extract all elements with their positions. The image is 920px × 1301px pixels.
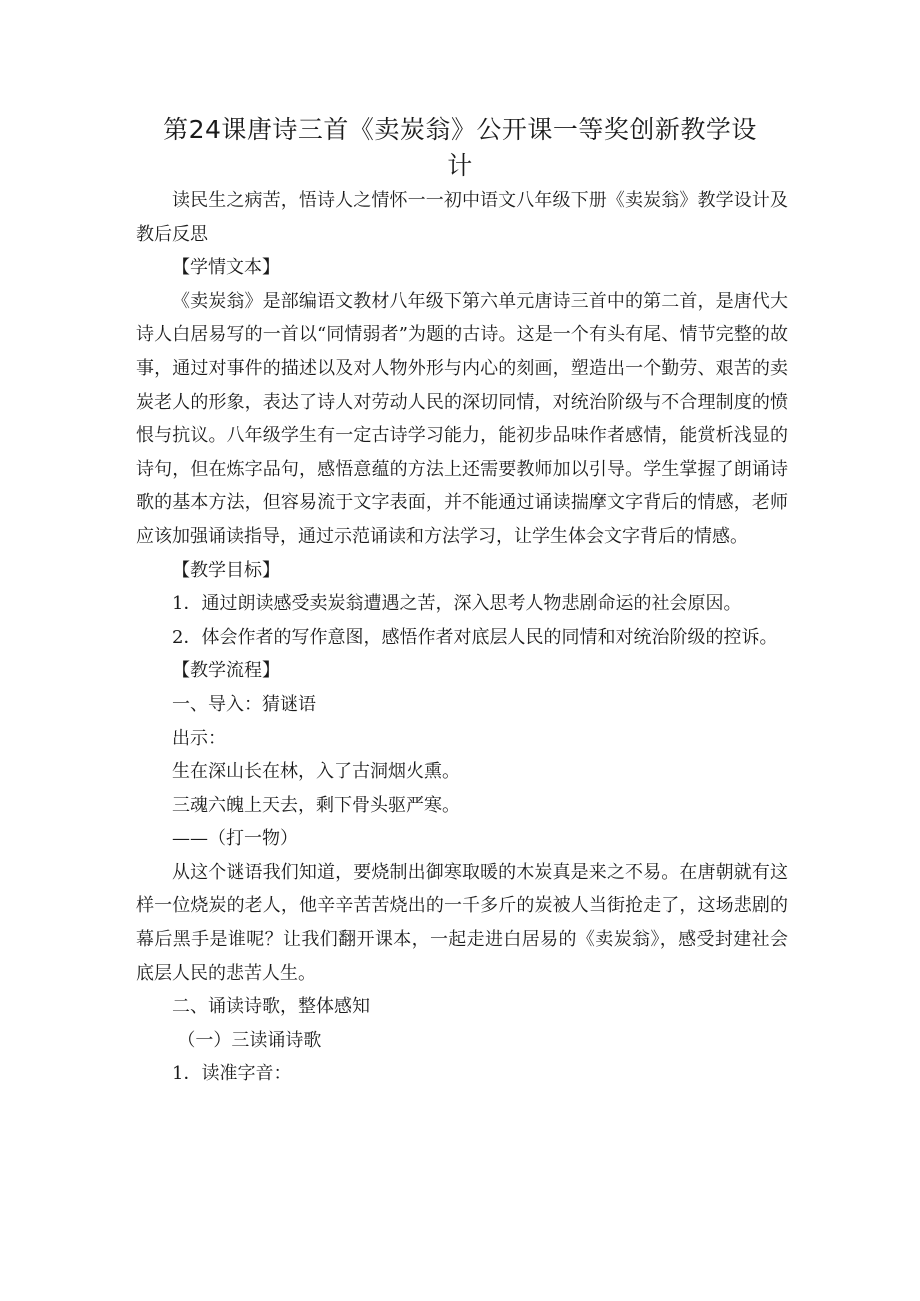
section-heading-xueqing: 【学情文本】	[172, 257, 280, 279]
document-title	[140, 112, 780, 184]
riddle-line-1: 生在深山长在林，入了古洞烟火熏。	[172, 761, 460, 783]
subtitle: 读民生之病苦，悟诗人之情怀一一初中语文八年级下册《卖炭翁》教学设计及教后反思	[136, 190, 788, 245]
title-line-2: 计	[447, 151, 473, 180]
step2-item-1: 1．读准字音：	[172, 1063, 292, 1085]
document-body	[136, 184, 788, 1091]
intro-paragraph: 从这个谜语我们知道，要烧制出御寒取暖的木炭真是来之不易。在唐朝就有这样一位烧炭的老人，他辛辛苦苦烧出的一千多斤的炭被人当街抢走了，这场悲剧的幕后黑手是谁呢？让我们翻开课本，一起走进白居易的《卖炭翁》，感受封建社会底层人民的悲苦人生。	[136, 861, 788, 984]
objective-item-1: 1．通过朗读感受卖炭翁遭遇之苦，深入思考人物悲剧命运的社会原因。	[172, 593, 742, 615]
xueqing-paragraph: 《卖炭翁》是部编语文教材八年级下第六单元唐诗三首中的第二首，是唐代大诗人白居易写的一首以“同情弱者”为题的古诗。这是一个有头有尾、情节完整的故事，通过对事件的描述以及对人物外形与内心的刻画，塑造出一个勤劳、艰苦的卖炭老人的形象，表达了诗人对劳动人民的深切同情，对统治阶级与不合理制度的愤恨与抗议。八年级学生有一定古诗学习能力，能初步品味作者感情，能赏析浅显的诗句，但在炼字品句，感悟意蕴的方法上还需要教师加以引导。学生掌握了朗诵诗歌的基本方法，但容易流于文字表面，并不能通过诵读揣摩文字背后的情感，老师应该加强诵读指导，通过示范诵读和方法学习，让学生体会文字背后的情感。	[136, 290, 788, 547]
section-heading-mubiao: 【教学目标】	[172, 559, 280, 581]
objective-item-2: 2．体会作者的写作意图，感悟作者对底层人民的同情和对统治阶级的控诉。	[172, 626, 778, 648]
riddle-hint: ——（打一物）	[172, 828, 298, 850]
step2-subheading: （一）三读诵诗歌	[177, 1029, 322, 1051]
show-label: 出示：	[172, 727, 226, 749]
section-heading-liucheng: 【教学流程】	[172, 660, 280, 682]
title-line-1: 第24课唐诗三首《卖炭翁》公开课一等奖创新教学设	[163, 115, 757, 144]
step1-heading: 一、导入：猜谜语	[172, 693, 316, 715]
riddle-line-2: 三魂六魄上天去，剩下骨头驱严寒。	[172, 794, 460, 816]
step2-heading: 二、诵读诗歌，整体感知	[172, 996, 370, 1018]
